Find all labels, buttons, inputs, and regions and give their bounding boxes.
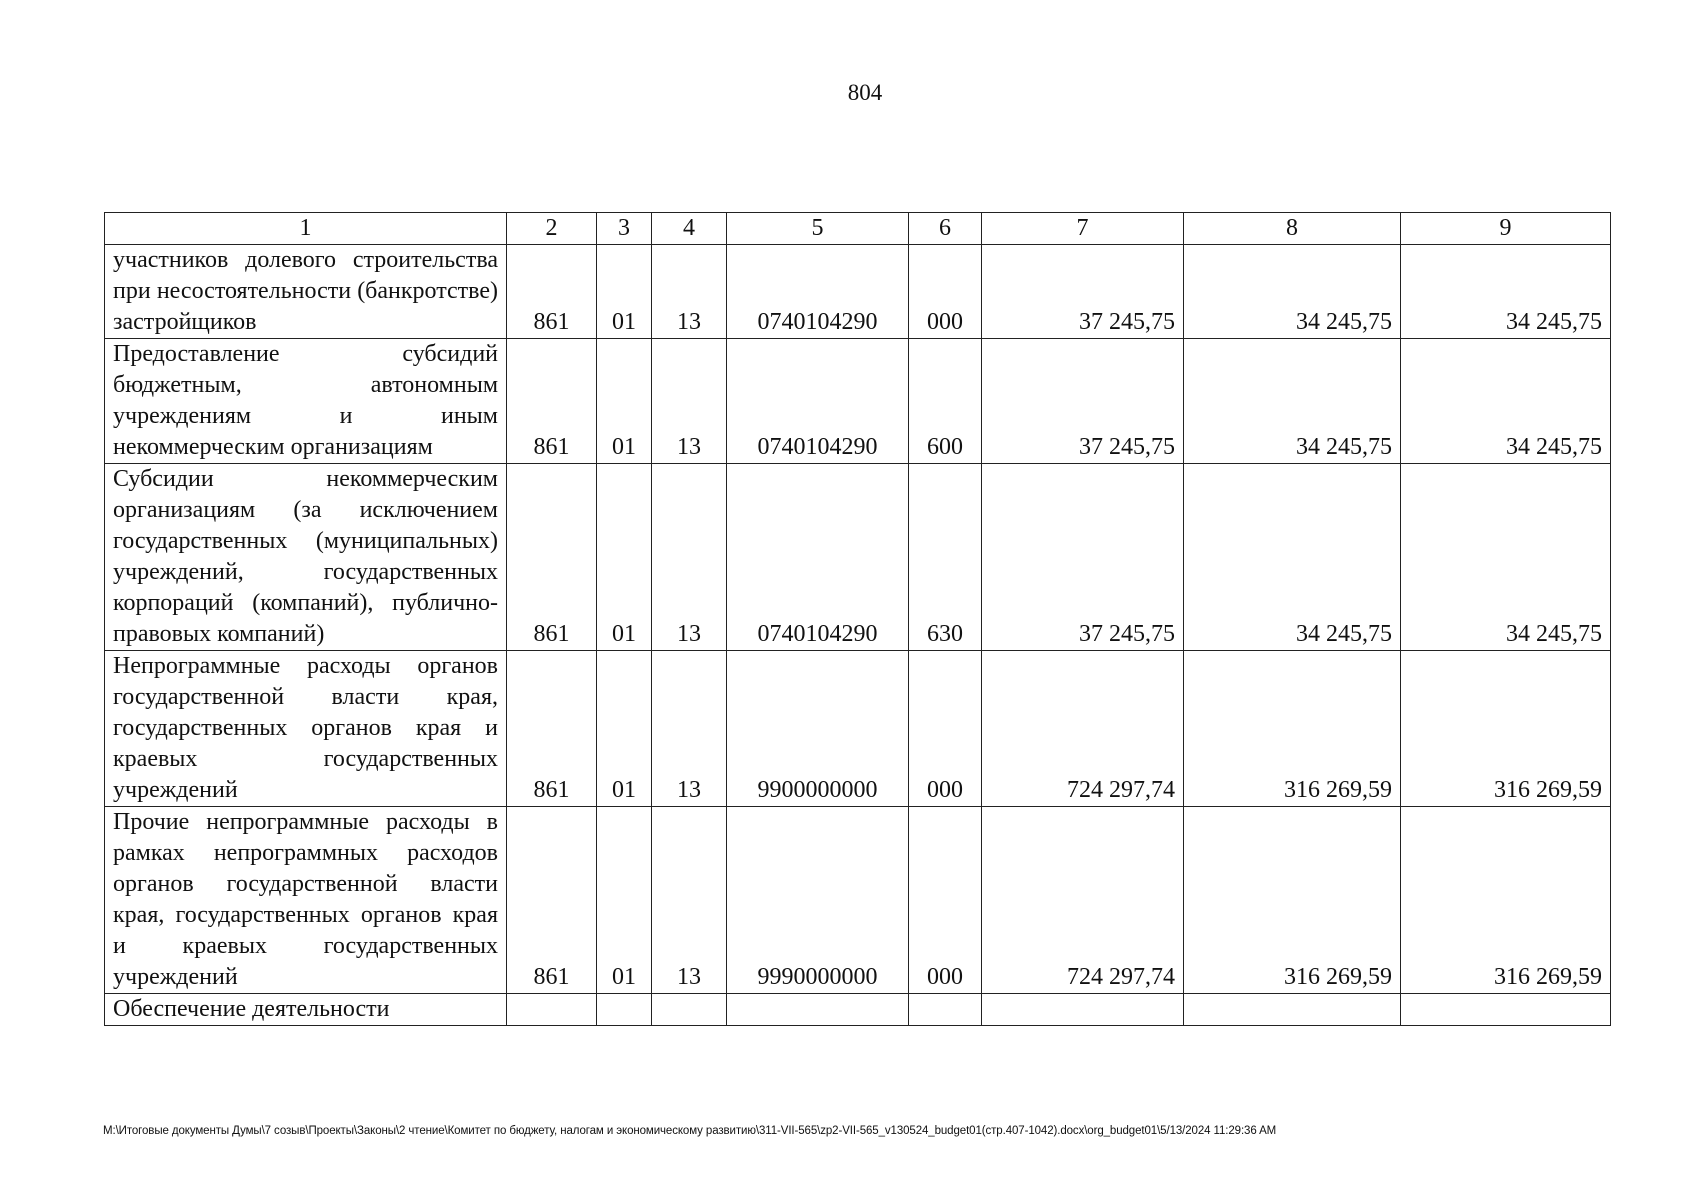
cell-amount-col8: 34 245,75 [1184,339,1401,464]
cell-amount-col9: 34 245,75 [1401,339,1611,464]
table-row [105,994,1611,1026]
cell-target-article: 9990000000 [727,807,909,994]
cell-amount-col8: 316 269,59 [1184,807,1401,994]
cell-subsection: 13 [652,245,727,339]
header-cell-7: 7 [982,213,1184,245]
cell-target-article [727,994,909,1026]
header-cell-6: 6 [909,213,982,245]
cell-subsection: 13 [652,464,727,651]
cell-amount-col9 [1401,994,1611,1026]
header-row [105,213,1611,245]
header-cell-4: 4 [652,213,727,245]
cell-amount-col8: 316 269,59 [1184,651,1401,807]
cell-expense-type: 000 [909,807,982,994]
cell-expense-type: 000 [909,245,982,339]
row-description: Прочие непрограммные расходы в рамках непрограммных расходов органов государственной власти края, государственных органов края и краевых государственных учреждений [105,807,507,994]
row-description: Предоставление субсидий бюджетным, автономным учреждениям и иным некоммерческим организациям [105,339,507,464]
row-description: Обеспечение деятельности [105,994,507,1026]
cell-amount-col7: 724 297,74 [982,651,1184,807]
cell-ministry-code: 861 [507,339,597,464]
cell-subsection [652,994,727,1026]
cell-ministry-code: 861 [507,651,597,807]
table-row [105,339,1611,464]
cell-amount-col7 [982,994,1184,1026]
table-row [105,807,1611,994]
cell-subsection: 13 [652,339,727,464]
cell-ministry-code: 861 [507,245,597,339]
table-row [105,464,1611,651]
cell-expense-type: 600 [909,339,982,464]
header-cell-3: 3 [597,213,652,245]
cell-section: 01 [597,807,652,994]
cell-amount-col7: 37 245,75 [982,339,1184,464]
cell-amount-col7: 37 245,75 [982,464,1184,651]
cell-amount-col7: 724 297,74 [982,807,1184,994]
header-cell-9: 9 [1401,213,1611,245]
cell-ministry-code: 861 [507,807,597,994]
page-number: 804 [847,80,883,105]
row-description: Субсидии некоммерческим организациям (за исключением государственных (муниципальных) учреждений, государственных корпораций (компаний), публично-правовых компаний) [105,464,507,651]
cell-ministry-code: 861 [507,464,597,651]
table-row [105,651,1611,807]
cell-target-article: 0740104290 [727,339,909,464]
header-cell-2: 2 [507,213,597,245]
header-cell-1: 1 [105,213,507,245]
cell-amount-col9: 316 269,59 [1401,807,1611,994]
file-path-footer: M:\Итоговые документы Думы\7 созыв\Проекты\Законы\2 чтение\Комитет по бюджету, налогам и экономическому развитию\311-VII-565\zp2-VII-565_v130524_budget01(стр.407-1042).docx\org_budget01\5/13/2024 11:29:36 AM [103,1125,1277,1137]
budget-table [104,212,1611,1026]
header-cell-5: 5 [727,213,909,245]
cell-target-article: 0740104290 [727,464,909,651]
cell-amount-col9: 34 245,75 [1401,245,1611,339]
cell-amount-col9: 34 245,75 [1401,464,1611,651]
cell-subsection: 13 [652,807,727,994]
table-row [105,245,1611,339]
row-description: Непрограммные расходы органов государственной власти края, государственных органов края и краевых государственных учреждений [105,651,507,807]
cell-amount-col8: 34 245,75 [1184,245,1401,339]
cell-expense-type [909,994,982,1026]
cell-expense-type: 000 [909,651,982,807]
cell-section: 01 [597,651,652,807]
header-cell-8: 8 [1184,213,1401,245]
cell-section: 01 [597,339,652,464]
cell-amount-col7: 37 245,75 [982,245,1184,339]
cell-expense-type: 630 [909,464,982,651]
cell-section: 01 [597,464,652,651]
row-description: участников долевого строительства при несостоятельности (банкротстве) застройщиков [105,245,507,339]
cell-target-article: 9900000000 [727,651,909,807]
cell-section [597,994,652,1026]
cell-amount-col8: 34 245,75 [1184,464,1401,651]
cell-ministry-code [507,994,597,1026]
cell-subsection: 13 [652,651,727,807]
cell-amount-col8 [1184,994,1401,1026]
cell-target-article: 0740104290 [727,245,909,339]
cell-section: 01 [597,245,652,339]
cell-amount-col9: 316 269,59 [1401,651,1611,807]
